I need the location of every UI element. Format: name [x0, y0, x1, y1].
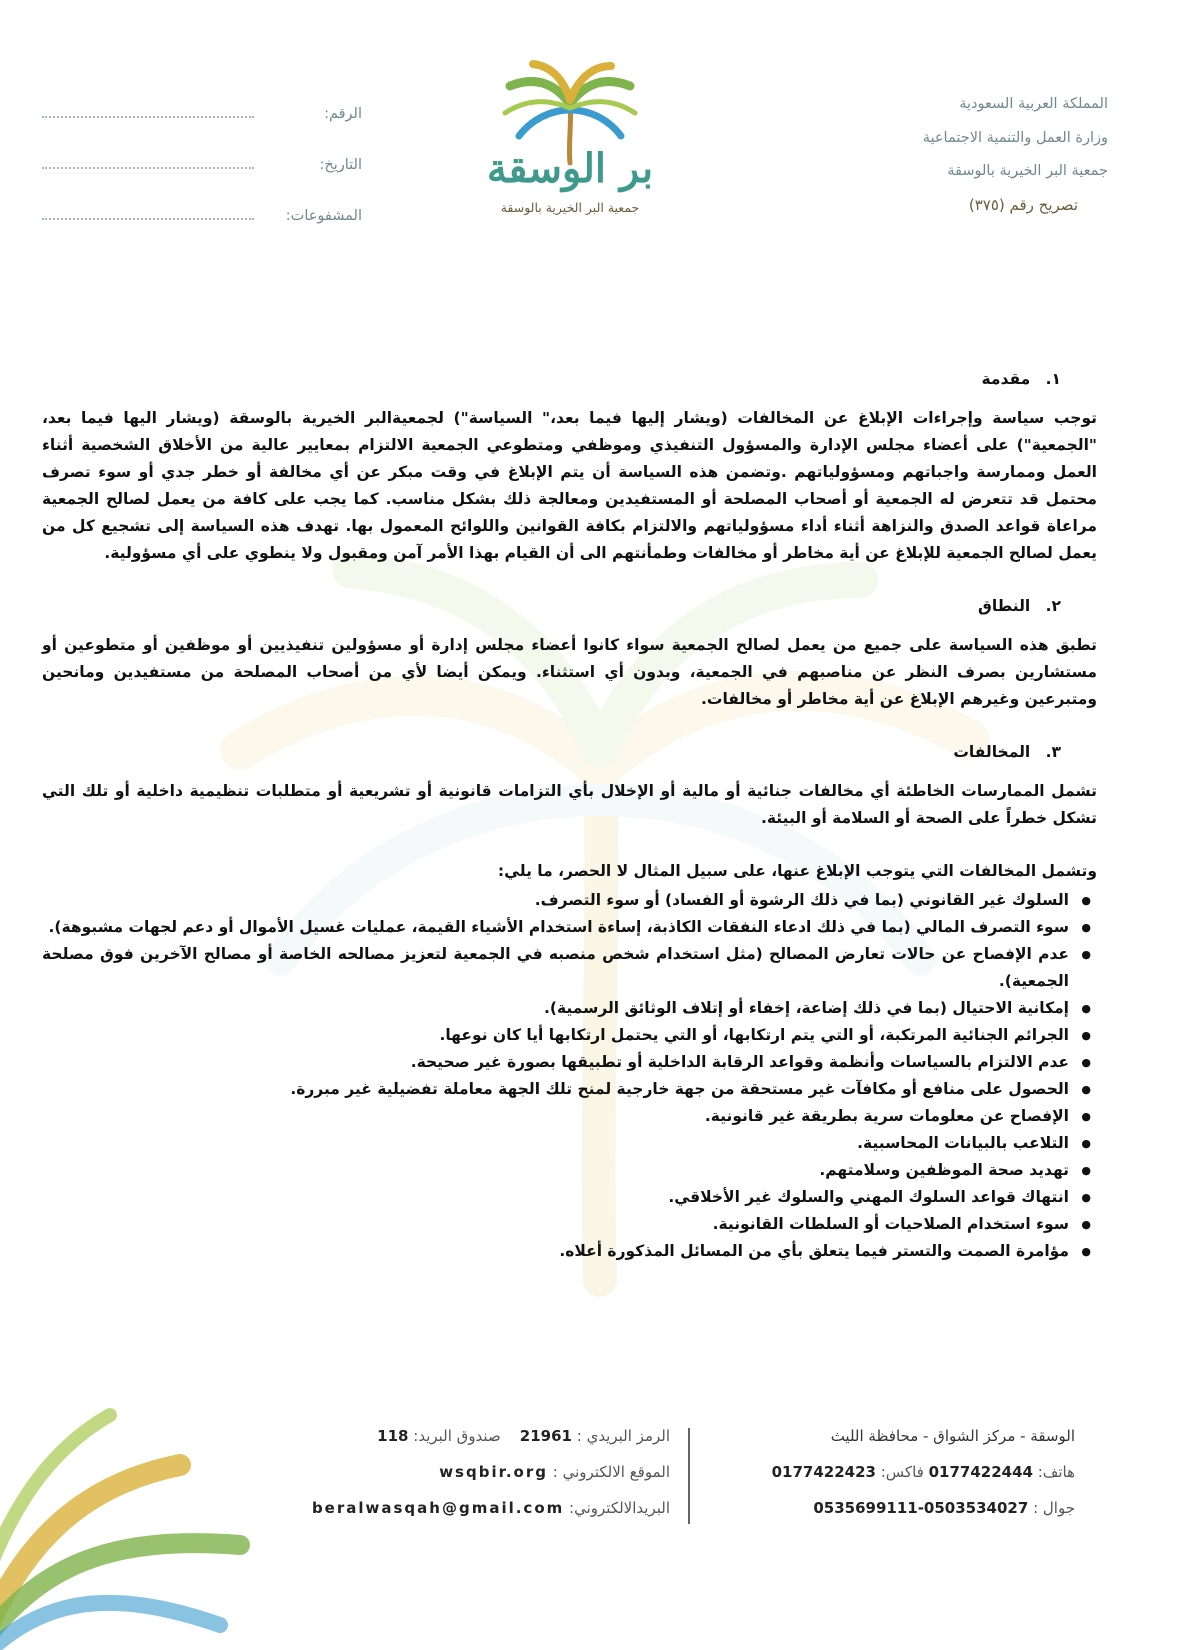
- violations-list: [42, 887, 1097, 1265]
- reference-fields: [42, 88, 362, 241]
- section-heading: [42, 593, 1097, 620]
- association-logo: [470, 58, 670, 254]
- list-item: ● انتهاك قواعد السلوك المهني والسلوك غير الأخلاقي.: [42, 1184, 1069, 1211]
- attachments-field: [42, 190, 362, 241]
- logo-caption: جمعية البر الخيرية بالوسقة: [500, 200, 640, 215]
- attachments-line: [42, 217, 254, 220]
- fax-number: 0177422423: [771, 1463, 876, 1481]
- footer-address: الوسقة - مركز الشواق - محافظة الليث: [830, 1427, 1075, 1445]
- ministry-line: وزارة العمل والتنمية الاجتماعية: [922, 129, 1108, 146]
- section-violations: [42, 739, 1097, 1265]
- footer-postal-column: [230, 1418, 670, 1526]
- section-title: المخالفات: [953, 743, 1031, 761]
- list-item: ● إمكانية الاحتيال (بما في ذلك إضاعة، إخفاء أو إتلاف الوثائق الرسمية).: [42, 995, 1069, 1022]
- association-line: جمعية البر الخيرية بالوسقة: [947, 163, 1108, 179]
- policy-body: [42, 366, 1097, 1265]
- footer-divider: [688, 1428, 690, 1524]
- section-number: ٣.: [1045, 743, 1061, 761]
- palm-corner-decoration-icon: [0, 1395, 260, 1650]
- footer-phone-fax: [685, 1454, 1075, 1490]
- section-title: مقدمة: [981, 370, 1031, 388]
- footer-website: [230, 1454, 670, 1490]
- attachments-label: المشفوعات:: [285, 207, 362, 224]
- license-number: تصريح رقم (٣٧٥): [968, 195, 1078, 214]
- section-scope: [42, 593, 1097, 713]
- list-item: ● عدم الإفصاح عن حالات تعارض المصالح (مثل استخدام شخص منصبه في الجمعية لتعزيز مصالحه الخاصة أو مصالح الآخرين فوق مصلحة الجمعية).: [42, 941, 1069, 995]
- website-link[interactable]: wsqbir.org: [439, 1463, 549, 1481]
- country-line: المملكة العربية السعودية: [959, 96, 1108, 112]
- postal-code-label: الرمز البريدي :: [576, 1427, 670, 1445]
- section-number: ٢.: [1045, 597, 1061, 615]
- postal-code: 21961: [519, 1427, 572, 1445]
- reference-number-label: الرقم:: [324, 105, 362, 122]
- list-item: ● سوء التصرف المالي (بما في ذلك ادعاء النفقات الكاذبة، إساءة استخدام الأشياء القيمة، عمليات غسيل الأموال أو دعم لجهات مشبوهة).: [42, 914, 1069, 941]
- list-item: ● السلوك غير القانوني (بما في ذلك الرشوة أو الفساد) أو سوء التصرف.: [42, 887, 1069, 914]
- phone-number: 0177422444: [928, 1463, 1033, 1481]
- organization-header: [808, 88, 1108, 222]
- email-link[interactable]: beralwasqah@gmail.com: [311, 1499, 565, 1517]
- list-item: ● التلاعب بالبيانات المحاسبية.: [42, 1130, 1069, 1157]
- section-heading: [42, 366, 1097, 393]
- section-title: النطاق: [977, 597, 1031, 615]
- reference-number-field: [42, 88, 362, 139]
- section-introduction: [42, 366, 1097, 567]
- list-item: ● عدم الالتزام بالسياسات وأنظمة وقواعد الرقابة الداخلية أو تطبيقها بصورة غير صحيحة.: [42, 1049, 1069, 1076]
- section-paragraph: توجب سياسة وإجراءات الإبلاغ عن المخالفات (ويشار إليها فيما بعد،" السياسة") لجمعيةالبر الخيرية بالوسقة (ويشار اليها فيما بعد، "الجمعية") على أعضاء مجلس الإدارة والمسؤول التنفيذي وموظفي ومتطوعي الجمعية الالتزام بمعايير عالية من الأخلاق الشخصية أثناء العمل وممارسة واجباتهم ومسؤولياتهم .وتضمن هذه السياسة أن يتم الإبلاغ في وقت مبكر عن أي مخالفة أو خطر جدي أو سوء تصرف محتمل قد تتعرض له الجمعية أو أصحاب المصلحة أو المستفيدين ومعالجة ذلك بشكل مناسب. كما يجب على كافة من يعمل لصالح الجمعية مراعاة قواعد الصدق والنزاهة أثناء أداء مسؤولياتهم والالتزام بكافة القوانين واللوائح المعمول بها. تهدف هذه السياسة إلى تشجيع كل من يعمل لصالح الجمعية للإبلاغ عن أية مخاطر أو مخالفات وطمأنتهم الى أن القيام بهذا الأمر آمن ومقبول ولا ينطوي على أي مسؤولية.: [42, 409, 1097, 562]
- logo-name: بر الوسقة: [486, 145, 654, 192]
- date-line: [42, 166, 254, 169]
- footer-address-column: [685, 1418, 1075, 1526]
- list-item: ● الجرائم الجنائية المرتكبة، أو التي يتم ارتكابها، أو التي يحتمل ارتكابها أيا كان نوعها.: [42, 1022, 1069, 1049]
- section-number: ١.: [1045, 370, 1061, 388]
- po-box-label: صندوق البريد:: [413, 1427, 501, 1445]
- list-item: ● مؤامرة الصمت والتستر فيما يتعلق بأي من المسائل المذكورة أعلاه.: [42, 1238, 1069, 1265]
- section-heading: [42, 739, 1097, 766]
- reference-number-line: [42, 115, 254, 118]
- mobile-label: جوال :: [1033, 1499, 1075, 1517]
- list-item: ● الحصول على منافع أو مكافآت غير مستحقة من جهة خارجية لمنح تلك الجهة معاملة تفضيلية غير مبررة.: [42, 1076, 1069, 1103]
- website-label: الموقع الالكتروني :: [552, 1463, 670, 1481]
- email-label: البريدالالكتروني:: [569, 1499, 670, 1517]
- footer-postal: [230, 1418, 670, 1454]
- footer-mobile: [685, 1490, 1075, 1526]
- contact-footer: [230, 1418, 1130, 1528]
- phone-label: هاتف:: [1037, 1463, 1075, 1481]
- section-paragraph: تشمل الممارسات الخاطئة أي مخالفات جنائية أو مالية أو الإخلال بأي التزامات قانونية أو تشريعية أو متطلبات تنظيمية داخلية أو تلك التي تشكل خطراً على الصحة أو السلامة أو البيئة.: [42, 782, 1097, 827]
- date-label: التاريخ:: [319, 156, 362, 173]
- list-item: ● الإفصاح عن معلومات سرية بطريقة غير قانونية.: [42, 1103, 1069, 1130]
- section-paragraph: تطبق هذه السياسة على جميع من يعمل لصالح الجمعية سواء كانوا أعضاء مجلس إدارة أو مسؤولين تنفيذيين أو موظفين أو متطوعين أو مستشارين بصرف النظر عن مناصبهم في الجمعية، وبدون أي استثناء. ويمكن أيضا لأي من أصحاب المصلحة من مستفيدين ومانحين ومتبرعين وغيرهم الإبلاغ عن أية مخاطر أو مخالفات.: [42, 636, 1097, 708]
- list-intro: وتشمل المخالفات التي يتوجب الإبلاغ عنها، على سبيل المثال لا الحصر، ما يلي:: [497, 862, 1097, 880]
- list-item: ● سوء استخدام الصلاحيات أو السلطات القانونية.: [42, 1211, 1069, 1238]
- date-field: [42, 139, 362, 190]
- list-item: ● تهديد صحة الموظفين وسلامتهم.: [42, 1157, 1069, 1184]
- po-box: 118: [377, 1427, 409, 1445]
- fax-label: فاكس:: [880, 1463, 924, 1481]
- mobile-numbers: 0535699111-0503534027: [813, 1499, 1029, 1517]
- footer-email: [230, 1490, 670, 1526]
